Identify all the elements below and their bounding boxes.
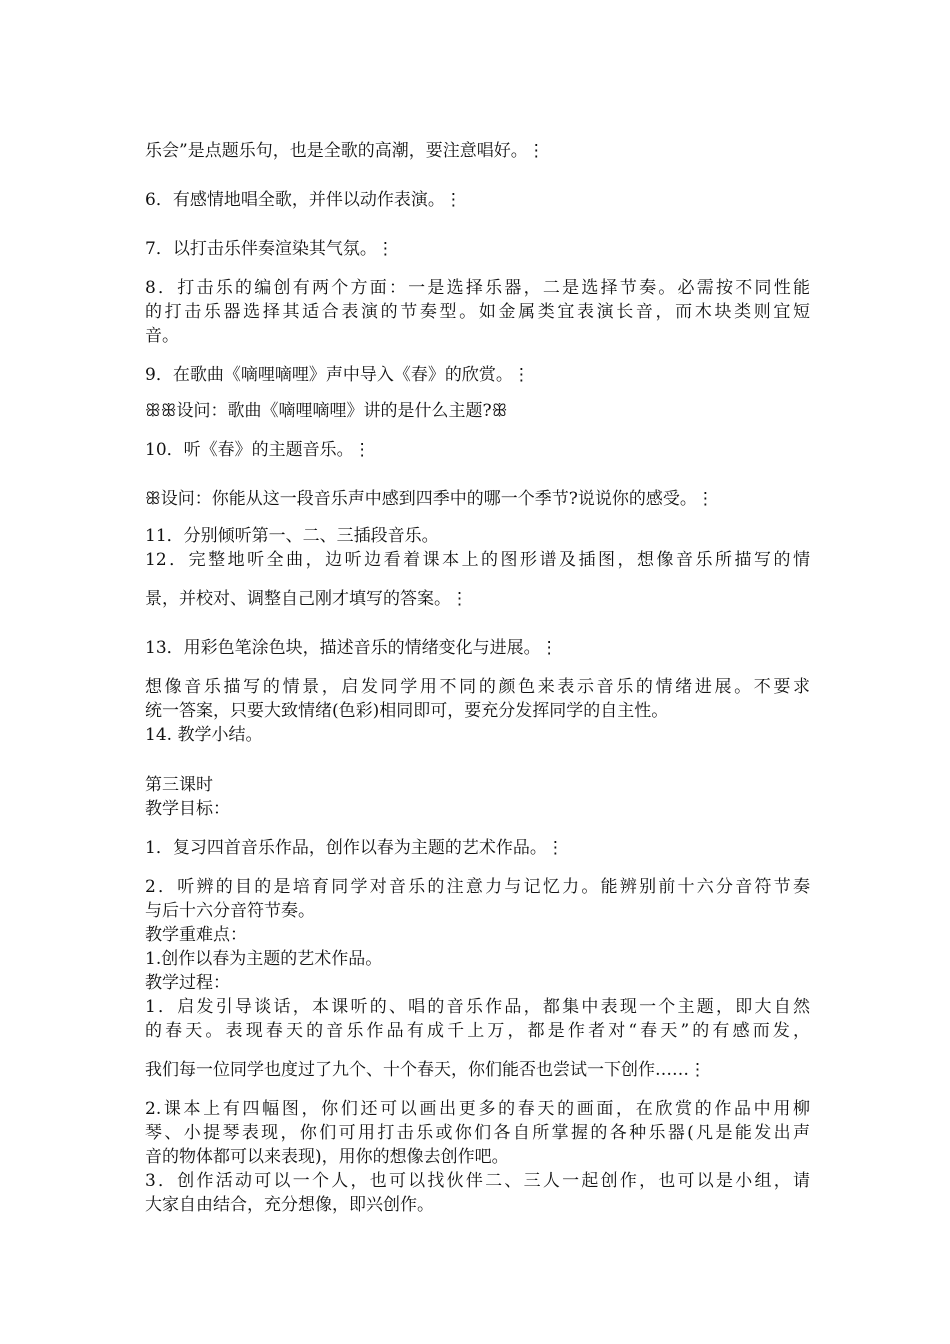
text-line: 8．打击乐的编创有两个方面：一是选择乐器，二是选择节奏。必需按不同性能	[145, 278, 810, 298]
text-line: 13．用彩色笔涂色块，描述音乐的情绪变化与进展。⋮	[145, 638, 558, 658]
text-line: 1.创作以春为主题的艺术作品。	[145, 949, 383, 969]
text-line: 7．以打击乐伴奏渲染其气氛。⋮	[145, 239, 394, 259]
text-line: 统一答案，只要大致情绪(色彩)相同即可，要充分发挥同学的自主性。	[145, 701, 669, 721]
text-line: 9．在歌曲《嘀哩嘀哩》声中导入《春》的欣赏。⋮	[145, 365, 530, 385]
text-line: 教学重难点：	[145, 925, 247, 945]
text-line: 12．完整地听全曲，边听边看着课本上的图形谱及插图，想像音乐所描写的情	[145, 550, 810, 570]
text-line: 2.课本上有四幅图，你们还可以画出更多的春天的画面，在欣赏的作品中用柳	[145, 1099, 810, 1119]
text-line: 10．听《春》的主题音乐。⋮	[145, 440, 371, 460]
text-line: 11．分别倾听第一、二、三插段音乐。	[145, 526, 439, 546]
text-line: 与后十六分音符节奏。	[145, 901, 315, 921]
text-line: 2．听辨的目的是培育同学对音乐的注意力与记忆力。能辨别前十六分音符节奏	[145, 877, 810, 897]
text-line: 我们每一位同学也度过了九个、十个春天，你们能否也尝试一下创作……⋮	[145, 1060, 706, 1080]
text-line: 琴、小提琴表现，你们可用打击乐或你们各自所掌握的各种乐器(凡是能发出声	[145, 1123, 810, 1143]
text-line: 大家自由结合，充分想像，即兴创作。	[145, 1195, 434, 1215]
text-line: 景，并校对、调整自己刚才填写的答案。⋮	[145, 589, 468, 609]
section-heading: 第三课时	[145, 775, 213, 795]
text-line: 教学过程：	[145, 973, 230, 993]
text-line: 乐会”是点题乐句，也是全歌的高潮，要注意唱好。⋮	[145, 141, 545, 161]
text-line: 1．复习四首音乐作品，创作以春为主题的艺术作品。⋮	[145, 838, 564, 858]
text-line: 教学目标：	[145, 799, 230, 819]
text-line: ꕥ设问：你能从这一段音乐声中感到四季中的哪一个季节?说说你的感受。⋮	[145, 489, 714, 509]
text-line: ꕥꕥ设问：歌曲《嘀哩嘀哩》讲的是什么主题?ꕥ	[145, 401, 508, 421]
text-line: 6．有感情地唱全歌，并伴以动作表演。⋮	[145, 190, 462, 210]
text-line: 想像音乐描写的情景，启发同学用不同的颜色来表示音乐的情绪进展。不要求	[145, 677, 810, 697]
text-line: 的春天。表现春天的音乐作品有成千上万，都是作者对“春天”的有感而发，	[145, 1021, 810, 1041]
text-line: 音的物体都可以来表现)，用你的想像去创作吧。	[145, 1147, 509, 1167]
text-line: 14. 教学小结。	[145, 725, 263, 745]
text-line: 音。	[145, 326, 179, 346]
text-line: 3．创作活动可以一个人，也可以找伙伴二、三人一起创作，也可以是小组，请	[145, 1171, 810, 1191]
text-line: 1．启发引导谈话，本课听的、唱的音乐作品，都集中表现一个主题，即大自然	[145, 997, 810, 1017]
text-line: 的打击乐器选择其适合表演的节奏型。如金属类宜表演长音，而木块类则宜短	[145, 302, 810, 322]
